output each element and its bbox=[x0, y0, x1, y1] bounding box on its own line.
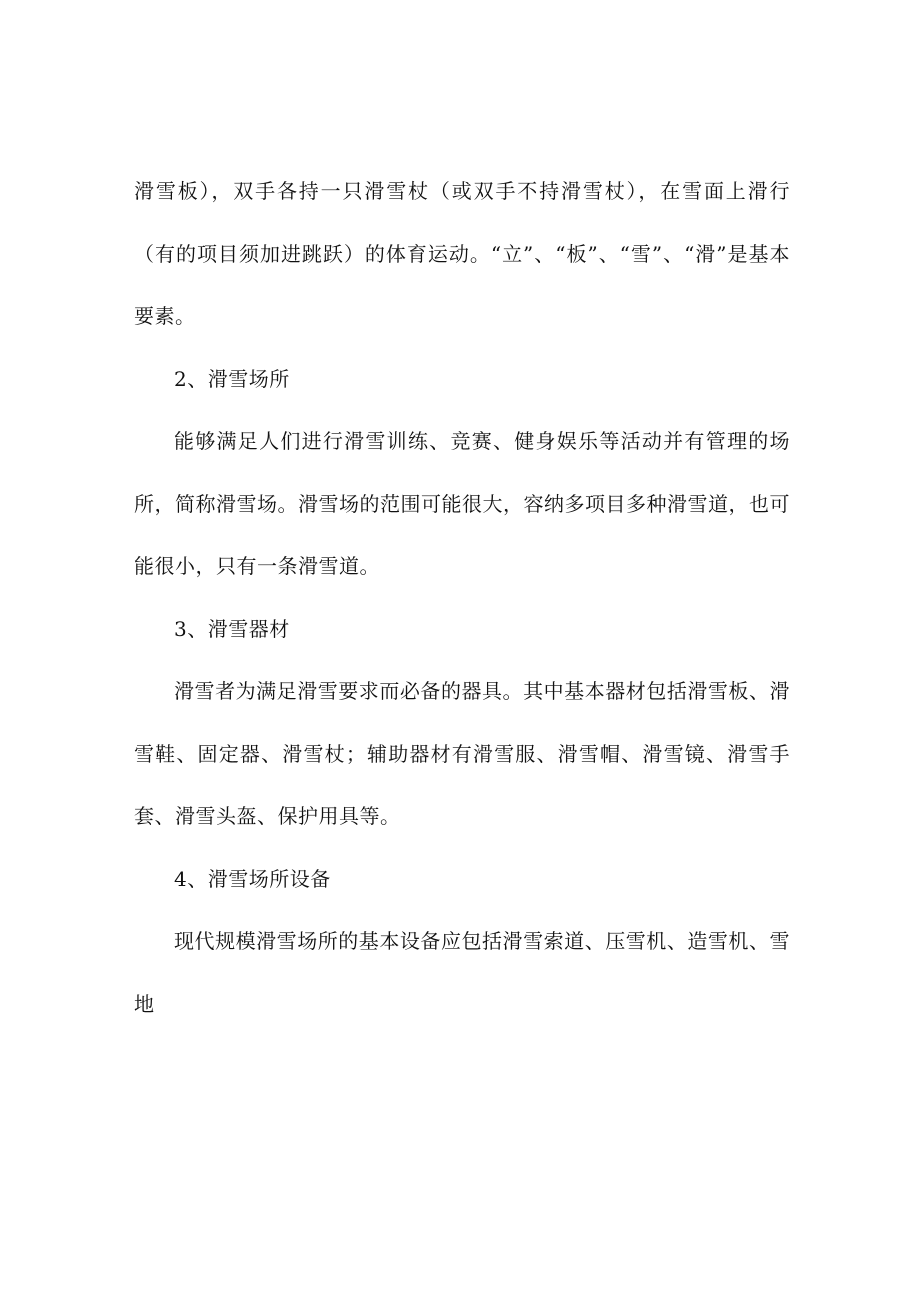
paragraph-ski-venue-facilities: 现代规模滑雪场所的基本设备应包括滑雪索道、压雪机、造雪机、雪地 bbox=[134, 929, 790, 1016]
paragraph-ski-venue: 能够满足人们进行滑雪训练、竞赛、健身娱乐等活动并有管理的场所，简称滑雪场。滑雪场的范围可能很大，容纳多项目多种滑雪道，也可能很小，只有一条滑雪道。 bbox=[134, 429, 790, 578]
section-heading-ski-venue: 2、滑雪场所 bbox=[174, 366, 290, 391]
paragraph-skiing-definition-continued: 滑雪板），双手各持一只滑雪杖（或双手不持滑雪杖），在雪面上滑行（有的项目须加进跳跃）的体育运动。“立”、“板”、“雪”、“滑”是基本要素。 bbox=[134, 179, 790, 328]
paragraph-ski-equipment: 滑雪者为满足滑雪要求而必备的器具。其中基本器材包括滑雪板、滑雪鞋、固定器、滑雪杖；辅助器材有滑雪服、滑雪帽、滑雪镜、滑雪手套、滑雪头盔、保护用具等。 bbox=[134, 679, 790, 828]
document-body bbox=[134, 160, 790, 1035]
section-heading-ski-equipment: 3、滑雪器材 bbox=[174, 616, 290, 641]
section-heading-ski-venue-facilities: 4、滑雪场所设备 bbox=[174, 866, 331, 891]
